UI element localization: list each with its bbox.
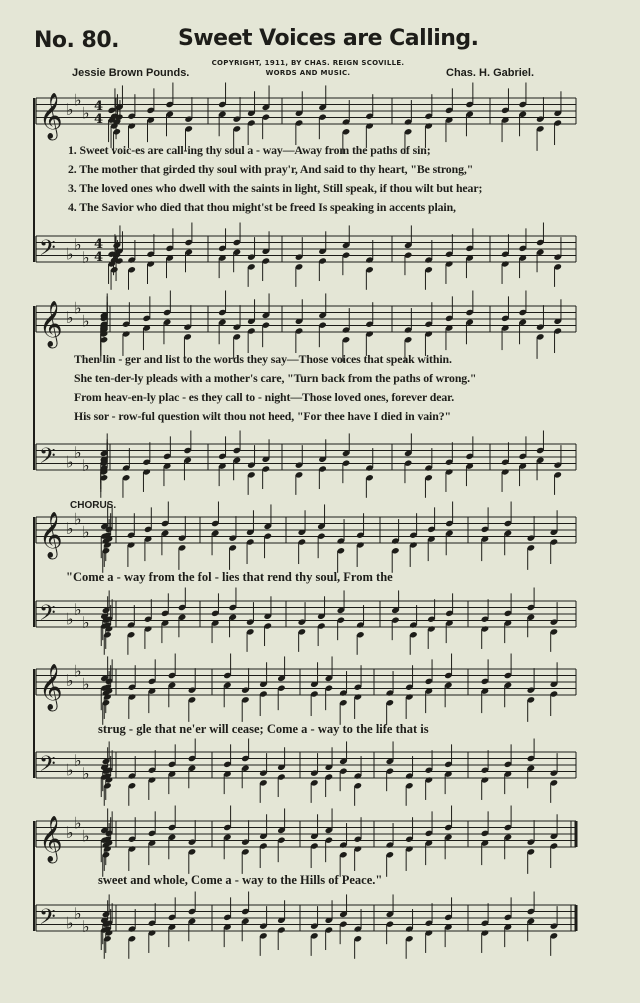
verse-line-2a: 2. The mother that girded thy soul with pray'r, And said to thy heart, "Be strong," bbox=[68, 162, 474, 176]
flat-sign-icon: ♭ bbox=[66, 244, 74, 264]
verse-line-3b: From heav-en-ly plac - es they call to - night—Those loved ones, forever dear. bbox=[74, 390, 455, 404]
flat-sign-icon: ♭ bbox=[82, 247, 90, 267]
chorus-label: CHORUS. bbox=[70, 500, 117, 511]
flat-sign-icon: ♭ bbox=[82, 522, 90, 542]
flat-sign-icon: ♭ bbox=[66, 609, 74, 629]
verse-line-3a: 3. The loved ones who dwell with the saints in light, Still speak, if thou wilt but hear; bbox=[68, 181, 483, 195]
flat-sign-icon: ♭ bbox=[74, 234, 82, 254]
verse-line-2b: She ten-der-ly pleads with a mother's care, "Turn back from the paths of wrong." bbox=[74, 371, 477, 385]
flat-sign-icon: ♭ bbox=[74, 442, 82, 462]
flat-sign-icon: ♭ bbox=[74, 509, 82, 529]
flat-sign-icon: ♭ bbox=[66, 452, 74, 472]
verse-line-1b: Then lin - ger and list to the words they say—Those voices that speak within. bbox=[74, 352, 452, 366]
copyright-line: COPYRIGHT, 1911, BY CHAS. REIGN SCOVILLE. bbox=[211, 59, 405, 67]
flat-sign-icon: ♭ bbox=[82, 763, 90, 783]
flat-sign-icon: ♭ bbox=[66, 913, 74, 933]
time-signature-top: 4 bbox=[94, 99, 104, 114]
treble-clef-icon: 𝄞 bbox=[39, 301, 63, 347]
verse-line-1a: 1. Sweet voic-es are call-ing thy soul a - way—Away from the paths of sin; bbox=[68, 143, 431, 157]
time-signature-bottom: 4 bbox=[94, 112, 104, 127]
flat-sign-icon: ♭ bbox=[66, 519, 74, 538]
treble-clef-icon: 𝄞 bbox=[39, 93, 63, 139]
bass-clef-icon: 𝄢 bbox=[39, 752, 56, 782]
flat-sign-icon: ♭ bbox=[82, 103, 90, 123]
time-signature-top: 4 bbox=[94, 237, 104, 252]
bass-clef-icon: 𝄢 bbox=[39, 236, 56, 266]
flat-sign-icon: ♭ bbox=[74, 298, 82, 318]
flat-sign-icon: ♭ bbox=[74, 661, 82, 681]
flat-sign-icon: ♭ bbox=[82, 311, 90, 331]
flat-sign-icon: ♭ bbox=[66, 671, 74, 690]
treble-clef-icon: 𝄞 bbox=[39, 512, 63, 558]
bass-clef-icon: 𝄢 bbox=[39, 601, 56, 631]
flat-sign-icon: ♭ bbox=[74, 90, 82, 110]
flat-sign-icon: ♭ bbox=[82, 826, 90, 846]
chorus-lyric-1: "Come a - way from the fol - lies that rend thy soul, From the bbox=[66, 570, 393, 584]
verse-line-4a: 4. The Savior who died that thou might'st be freed Is speaking in accents plain, bbox=[68, 200, 456, 214]
lyricist-credit: Jessie Brown Pounds. bbox=[72, 67, 190, 79]
flat-sign-icon: ♭ bbox=[82, 455, 90, 475]
flat-sign-icon: ♭ bbox=[66, 100, 74, 119]
flat-sign-icon: ♭ bbox=[66, 823, 74, 842]
verse-line-4b: His sor - row-ful question wilt thou not heed, "For thee have I died in vain?" bbox=[74, 409, 451, 423]
copyright-subline: WORDS AND MUSIC. bbox=[265, 69, 351, 77]
flat-sign-icon: ♭ bbox=[74, 903, 82, 923]
flat-sign-icon: ♭ bbox=[74, 750, 82, 770]
flat-sign-icon: ♭ bbox=[74, 813, 82, 833]
bass-clef-icon: 𝄢 bbox=[39, 444, 56, 474]
chorus-lyric-2: strug - gle that ne'er will cease; Come a - way to the life that is bbox=[98, 722, 429, 736]
hymn-number: No. 80. bbox=[34, 28, 120, 53]
composer-credit: Chas. H. Gabriel. bbox=[446, 67, 535, 79]
time-signature-bottom: 4 bbox=[94, 250, 104, 265]
chorus-lyric-3: sweet and whole, Come a - way to the Hills of Peace." bbox=[98, 873, 383, 887]
treble-clef-icon: 𝄞 bbox=[39, 664, 63, 710]
treble-clef-icon: 𝄞 bbox=[39, 816, 63, 862]
bass-clef-icon: 𝄢 bbox=[39, 905, 56, 935]
flat-sign-icon: ♭ bbox=[82, 612, 90, 632]
flat-sign-icon: ♭ bbox=[82, 674, 90, 694]
hymn-title: Sweet Voices are Calling. bbox=[178, 26, 479, 51]
flat-sign-icon: ♭ bbox=[66, 760, 74, 780]
flat-sign-icon: ♭ bbox=[66, 308, 74, 327]
flat-sign-icon: ♭ bbox=[82, 916, 90, 936]
flat-sign-icon: ♭ bbox=[74, 599, 82, 619]
